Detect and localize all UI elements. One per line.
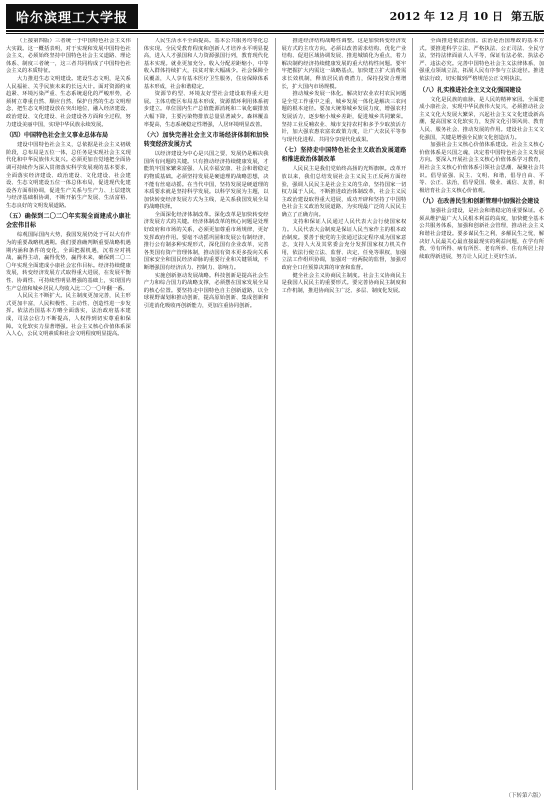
paragraph: 人民生活水平全面提高。基本公共服务均等化总体实现。全民受教育程度和创新人才培养水平明显提高，进入人才强国和人力资源强国行列，教育现代化基本实现。就业更加充分。收入分配差距缩小，中等收入群体持续扩大，扶贫对象大幅减少。社会保障全民覆盖，人人享有基本医疗卫生服务，住房保障体系基本形成，社会和谐稳定。 bbox=[143, 38, 269, 90]
section-heading: （六）加快完善社会主义市场经济体制和加快转变经济发展方式 bbox=[143, 132, 269, 149]
masthead-meta bbox=[390, 8, 544, 24]
section-heading: （九）在改善民生和创新管理中加强社会建设 bbox=[419, 198, 540, 206]
paragraph: 全面推进依法治国。法治是治国理政的基本方式。要推进科学立法、严格执法、公正司法、全民守法，坚持法律面前人人平等，保证有法必依、执法必严、违法必究。完善中国特色社会主义法律体系，加强重点领域立法，拓展人民有序参与立法途径。推进依法行政，切实做到严格规范公正文明执法。 bbox=[419, 38, 544, 82]
paragraph: （上接第四版）三者统一于中国特色社会主义伟大实践。这一概括表明，对于实现和发展中国特色社会主义，必须始终坚持中国特色社会主义道路、理论体系、制度三者统一，这三者共同构成了中国特色社会主义的本质特征。 bbox=[6, 38, 131, 75]
paragraph: 推进经济结构战略性调整。这是加快转变经济发展方式的主攻方向。必须以改善需求结构、优化产业结构、促进区域协调发展、推进城镇化为重点，着力解决制约经济持续健康发展的重大结构性问题。要牢牢把握扩大内需这一战略基点，加快建立扩大消费需求长效机制，释放居民消费潜力，保持投资合理增长，扩大国内市场规模。 bbox=[281, 38, 407, 90]
column-divider bbox=[412, 38, 413, 790]
section-heading: （四）中国特色社会主义事业总体布局 bbox=[6, 132, 109, 140]
paragraph: 实施创新驱动发展战略。科技创新是提高社会生产力和综合国力的战略支撑，必须摆在国家发展全局的核心位置。要坚持走中国特色自主创新道路，以全球视野谋划和推动创新，提高原始创新、集成创新和引进消化吸收再创新能力，更加注重协同创新。 bbox=[143, 272, 269, 309]
paragraph: 推动城乡发展一体化。解决好农业农村农民问题是全党工作重中之重，城乡发展一体化是解决三农问题的根本途径。要加大统筹城乡发展力度，增强农村发展活力，逐步缩小城乡差距，促进城乡共同繁荣。坚持工业反哺农业、城市支持农村和多予少取放活方针，加大强农惠农富农政策力度，让广大农民平等参与现代化进程、共同分享现代化成果。 bbox=[281, 91, 407, 143]
paragraph: 建设中国特色社会主义，总依据是社会主义初级阶段，总布局是五位一体，总任务是实现社会主义现代化和中华民族伟大复兴。必须更加自觉地把全面协调可持续作为深入贯彻落实科学发展观的基本要求，全面落实经济建设、政治建设、文化建设、社会建设、生态文明建设五位一体总体布局，促进现代化建设各方面相协调，促进生产关系与生产力、上层建筑与经济基础相协调，不断开拓生产发展、生活富裕、生态良好的文明发展道路。 bbox=[6, 142, 131, 209]
paper-name: 哈尔滨理工大学报 bbox=[6, 4, 138, 29]
masthead-rule-thick bbox=[6, 30, 544, 32]
paragraph: 加强社会建设，是社会和谐稳定的重要保证。必须从维护最广大人民根本利益的高度，加快健全基本公共服务体系，加强和创新社会管理，推动社会主义和谐社会建设。要多谋民生之利，多解民生之忧，解决好人民最关心最直接最现实的利益问题，在学有所教、劳有所得、病有所医、老有所养、住有所居上持续取得新进展，努力让人民过上更好生活。 bbox=[419, 208, 544, 260]
paragraph: 加强社会主义核心价值体系建设。社会主义核心价值体系是兴国之魂，决定着中国特色社会主义发展方向。要深入开展社会主义核心价值体系学习教育，用社会主义核心价值体系引领社会思潮、凝聚社会共识。倡导富强、民主、文明、和谐，倡导自由、平等、公正、法治，倡导爱国、敬业、诚信、友善，积极培育社会主义核心价值观。 bbox=[419, 142, 544, 194]
paragraph: 人民民主不断扩大。民主制度更加完善，民主形式更加丰富，人民积极性、主动性、创造性进一步发挥。依法治国基本方略全面落实，法治政府基本建成，司法公信力不断提高，人权得到切实尊重和保障。文化软实力显著增强。社会主义核心价值体系深入人心，公民文明素质和社会文明程度明显提高。 bbox=[6, 293, 131, 338]
continued-note: （下转第六版） bbox=[505, 793, 544, 799]
paragraph: 资源节约型、环境友好型社会建设取得重大进展。主体功能区布局基本形成，资源循环利用体系初步建立。单位国内生产总值能源消耗和二氧化碳排放大幅下降，主要污染物排放总量显著减少。森林覆盖率提高，生态系统稳定性增强，人居环境明显改善。 bbox=[143, 91, 269, 128]
paragraph: 健全社会主义协商民主制度。社会主义协商民主是我国人民民主的重要形式。要完善协商民主制度和工作机制，推进协商民主广泛、多层、制度化发展。 bbox=[281, 272, 407, 294]
paragraph: 文化是民族的血脉，是人民的精神家园。全面建成小康社会，实现中华民族伟大复兴，必须推动社会主义文化大发展大繁荣，兴起社会主义文化建设新高潮，提高国家文化软实力，发挥文化引领风尚、教育人民、服务社会、推动发展的作用。建设社会主义文化强国，关键是增强全民族文化创造活力。 bbox=[419, 96, 544, 141]
masthead-rule-thin bbox=[6, 33, 544, 34]
column-divider bbox=[275, 38, 276, 790]
paragraph: 支持和保证人民通过人民代表大会行使国家权力。人民代表大会制度是保证人民当家作主的根本政治制度。要善于使党的主张通过法定程序成为国家意志，支持人大及其常委会充分发挥国家权力机关作用，依法行使立法、监督、决定、任免等职权，加强立法工作组织协调，加强对一府两院的监督，加强对政府全口径预算决算的审查和监督。 bbox=[281, 219, 407, 272]
paragraph: 全面深化经济体制改革。深化改革是加快转变经济发展方式的关键。经济体制改革的核心问题是处理好政府和市场的关系，必须更加尊重市场规律，更好发挥政府作用。要毫不动摇巩固和发展公有制经济，推行公有制多种实现形式，深化国有企业改革，完善各类国有资产管理体制，推动国有资本更多投向关系国家安全和国民经济命脉的重要行业和关键领域，不断增强国有经济活力、控制力、影响力。 bbox=[143, 211, 269, 272]
paragraph: 以经济建设为中心是兴国之要，发展仍是解决我国所有问题的关键。只有推动经济持续健康发展，才能筑牢国家繁荣富强、人民幸福安康、社会和谐稳定的物质基础。必须坚持发展是硬道理的战略思想，决不能有丝毫动摇。在当代中国，坚持发展是硬道理的本质要求就是坚持科学发展。以科学发展为主题，以加快转变经济发展方式为主线，是关系我国发展全局的战略抉择。 bbox=[143, 151, 269, 211]
section-heading: （五）确保到二〇二〇年实现全面建成小康社会宏伟目标 bbox=[6, 213, 131, 230]
paragraph: 大力推进生态文明建设。建设生态文明，是关系人民福祉、关乎民族未来的长远大计。面对资源约束趋紧、环境污染严重、生态系统退化的严峻形势，必须树立尊重自然、顺应自然、保护自然的生态文明理念，把生态文明建设放在突出地位，融入经济建设、政治建设、文化建设、社会建设各方面和全过程，努力建设美丽中国，实现中华民族永续发展。 bbox=[6, 75, 131, 128]
section-heading: （八）扎实推进社会主义文化强国建设 bbox=[419, 86, 522, 94]
column-divider bbox=[137, 38, 138, 790]
paragraph: 综观国际国内大势，我国发展仍处于可以大有作为的重要战略机遇期。我们要准确判断重要战略机遇期内涵和条件的变化，全面把握机遇，沉着应对挑战，赢得主动，赢得优势，赢得未来，确保到二〇二〇年实现全面建成小康社会宏伟目标。经济持续健康发展，转变经济发展方式取得重大进展，在发展平衡性、协调性、可持续性明显增强的基础上，实现国内生产总值和城乡居民人均收入比二〇一〇年翻一番。 bbox=[6, 232, 131, 292]
article-column-1 bbox=[6, 38, 131, 790]
masthead bbox=[6, 4, 544, 28]
edition-number: 第五版 bbox=[511, 10, 544, 23]
article-columns bbox=[6, 38, 544, 790]
section-heading: （七）坚持走中国特色社会主义政治发展道路和推进政治体制改革 bbox=[281, 147, 407, 164]
paragraph: 人民民主是我们党始终高扬的光辉旗帜。改革开放以来，我们总结发展社会主义民主正反两方面经验，强调人民民主是社会主义的生命，坚持国家一切权力属于人民，不断推进政治体制改革，社会主义民主政治建设取得重大进展，成功开辟和坚持了中国特色社会主义政治发展道路，为实现最广泛的人民民主确立了正确方向。 bbox=[281, 166, 407, 218]
issue-date: 2012 年 12 月 10 日 bbox=[389, 10, 503, 23]
article-column-4 bbox=[419, 38, 544, 790]
article-column-3 bbox=[282, 38, 407, 790]
article-column-2 bbox=[144, 38, 269, 790]
